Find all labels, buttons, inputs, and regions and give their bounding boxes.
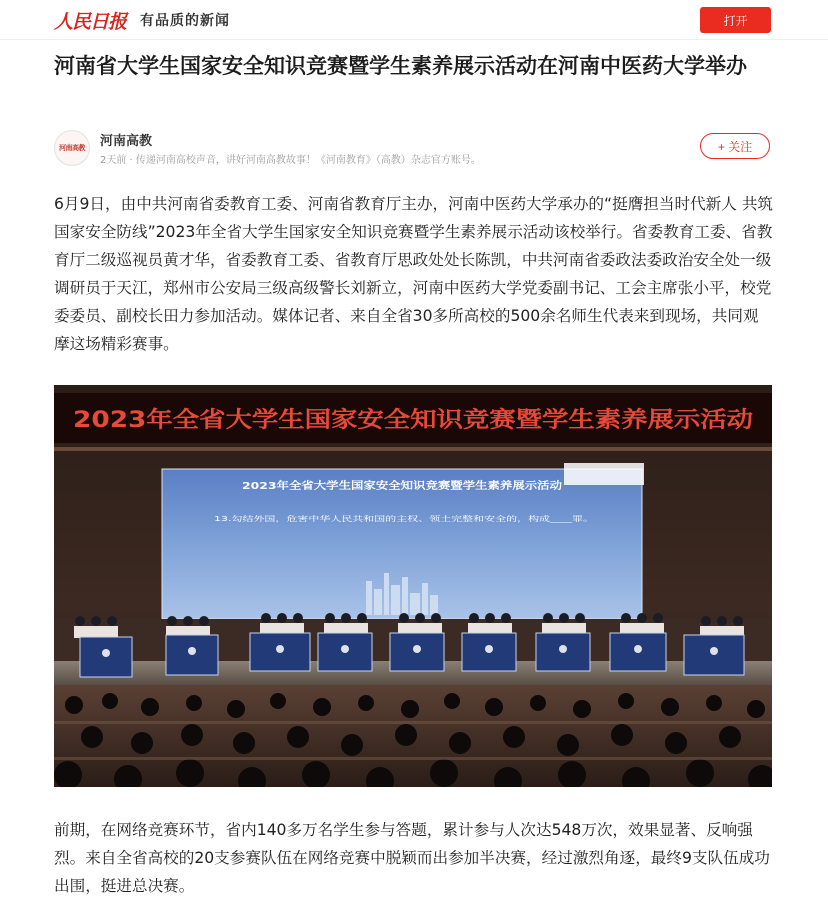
top-bar (0, 0, 828, 40)
author-avatar[interactable] (54, 130, 90, 166)
event-photo[interactable] (54, 385, 772, 787)
author-meta: 2天前 · 传递河南高校声音，讲好河南高教故事！《河南教育》（高教）杂志官方账号。 (100, 155, 481, 166)
brand-logo[interactable] (54, 6, 230, 34)
author-name[interactable]: 河南高教 (100, 134, 153, 149)
logo-slogan: 有品质的新闻 (140, 13, 231, 29)
led-banner-text: 2023年全省大学生国家安全知识竞赛暨学生素养展示活动 (73, 408, 641, 433)
author-row (54, 130, 774, 166)
follow-button[interactable]: + 关注 (700, 133, 770, 159)
screen-title: 2023年全省大学生国家安全知识竞赛暨学生素养展示活动 (242, 481, 500, 492)
article-paragraph-2: 前期，在网络竞赛环节，省内140多万名学生参与答题，累计参与人次达548万次，效果显著、反响强烈。来自全省高校的20支参赛队伍在网络竞赛中脱颖而出参加半决赛，经过激烈角逐，最终9支队伍成功出围，挺进总决赛。 (54, 821, 770, 895)
open-app-button[interactable]: 打开 (700, 7, 771, 33)
logo-mark: 人民日报 (54, 10, 127, 33)
avatar-logo-text: 河南高教 (59, 144, 85, 152)
article-title: 河南省大学生国家安全知识竞赛暨学生素养展示活动在河南中医药大学举办 (54, 54, 747, 78)
screen-question: 13.勾结外国，危害中华人民共和国的主权、领土完整和安全的，构成____罪。 (214, 515, 457, 523)
article-paragraph-1: 6月9日，由中共河南省委教育工委、河南省教育厅主办，河南中医药大学承办的“挺膺担当时代新人 共筑国家安全防线”2023年全省大学生国家安全知识竞赛暨学生素养展示活动该校举行。省委教育工委、省教育厅二级巡视员黄才华，省委教育工委、省教育厅思政处处长陈凯，中共河南省委政法委政治安全处一级调研员于天江，郑州市公安局三级高级警长刘新立，河南中医药大学党委副书记、工会主席张小平，校党委委员、副校长田力参加活动。媒体记者、来自全省30多所高校的500余名师生代表来到现场，共同观摩这场精彩赛事。 (54, 195, 774, 353)
